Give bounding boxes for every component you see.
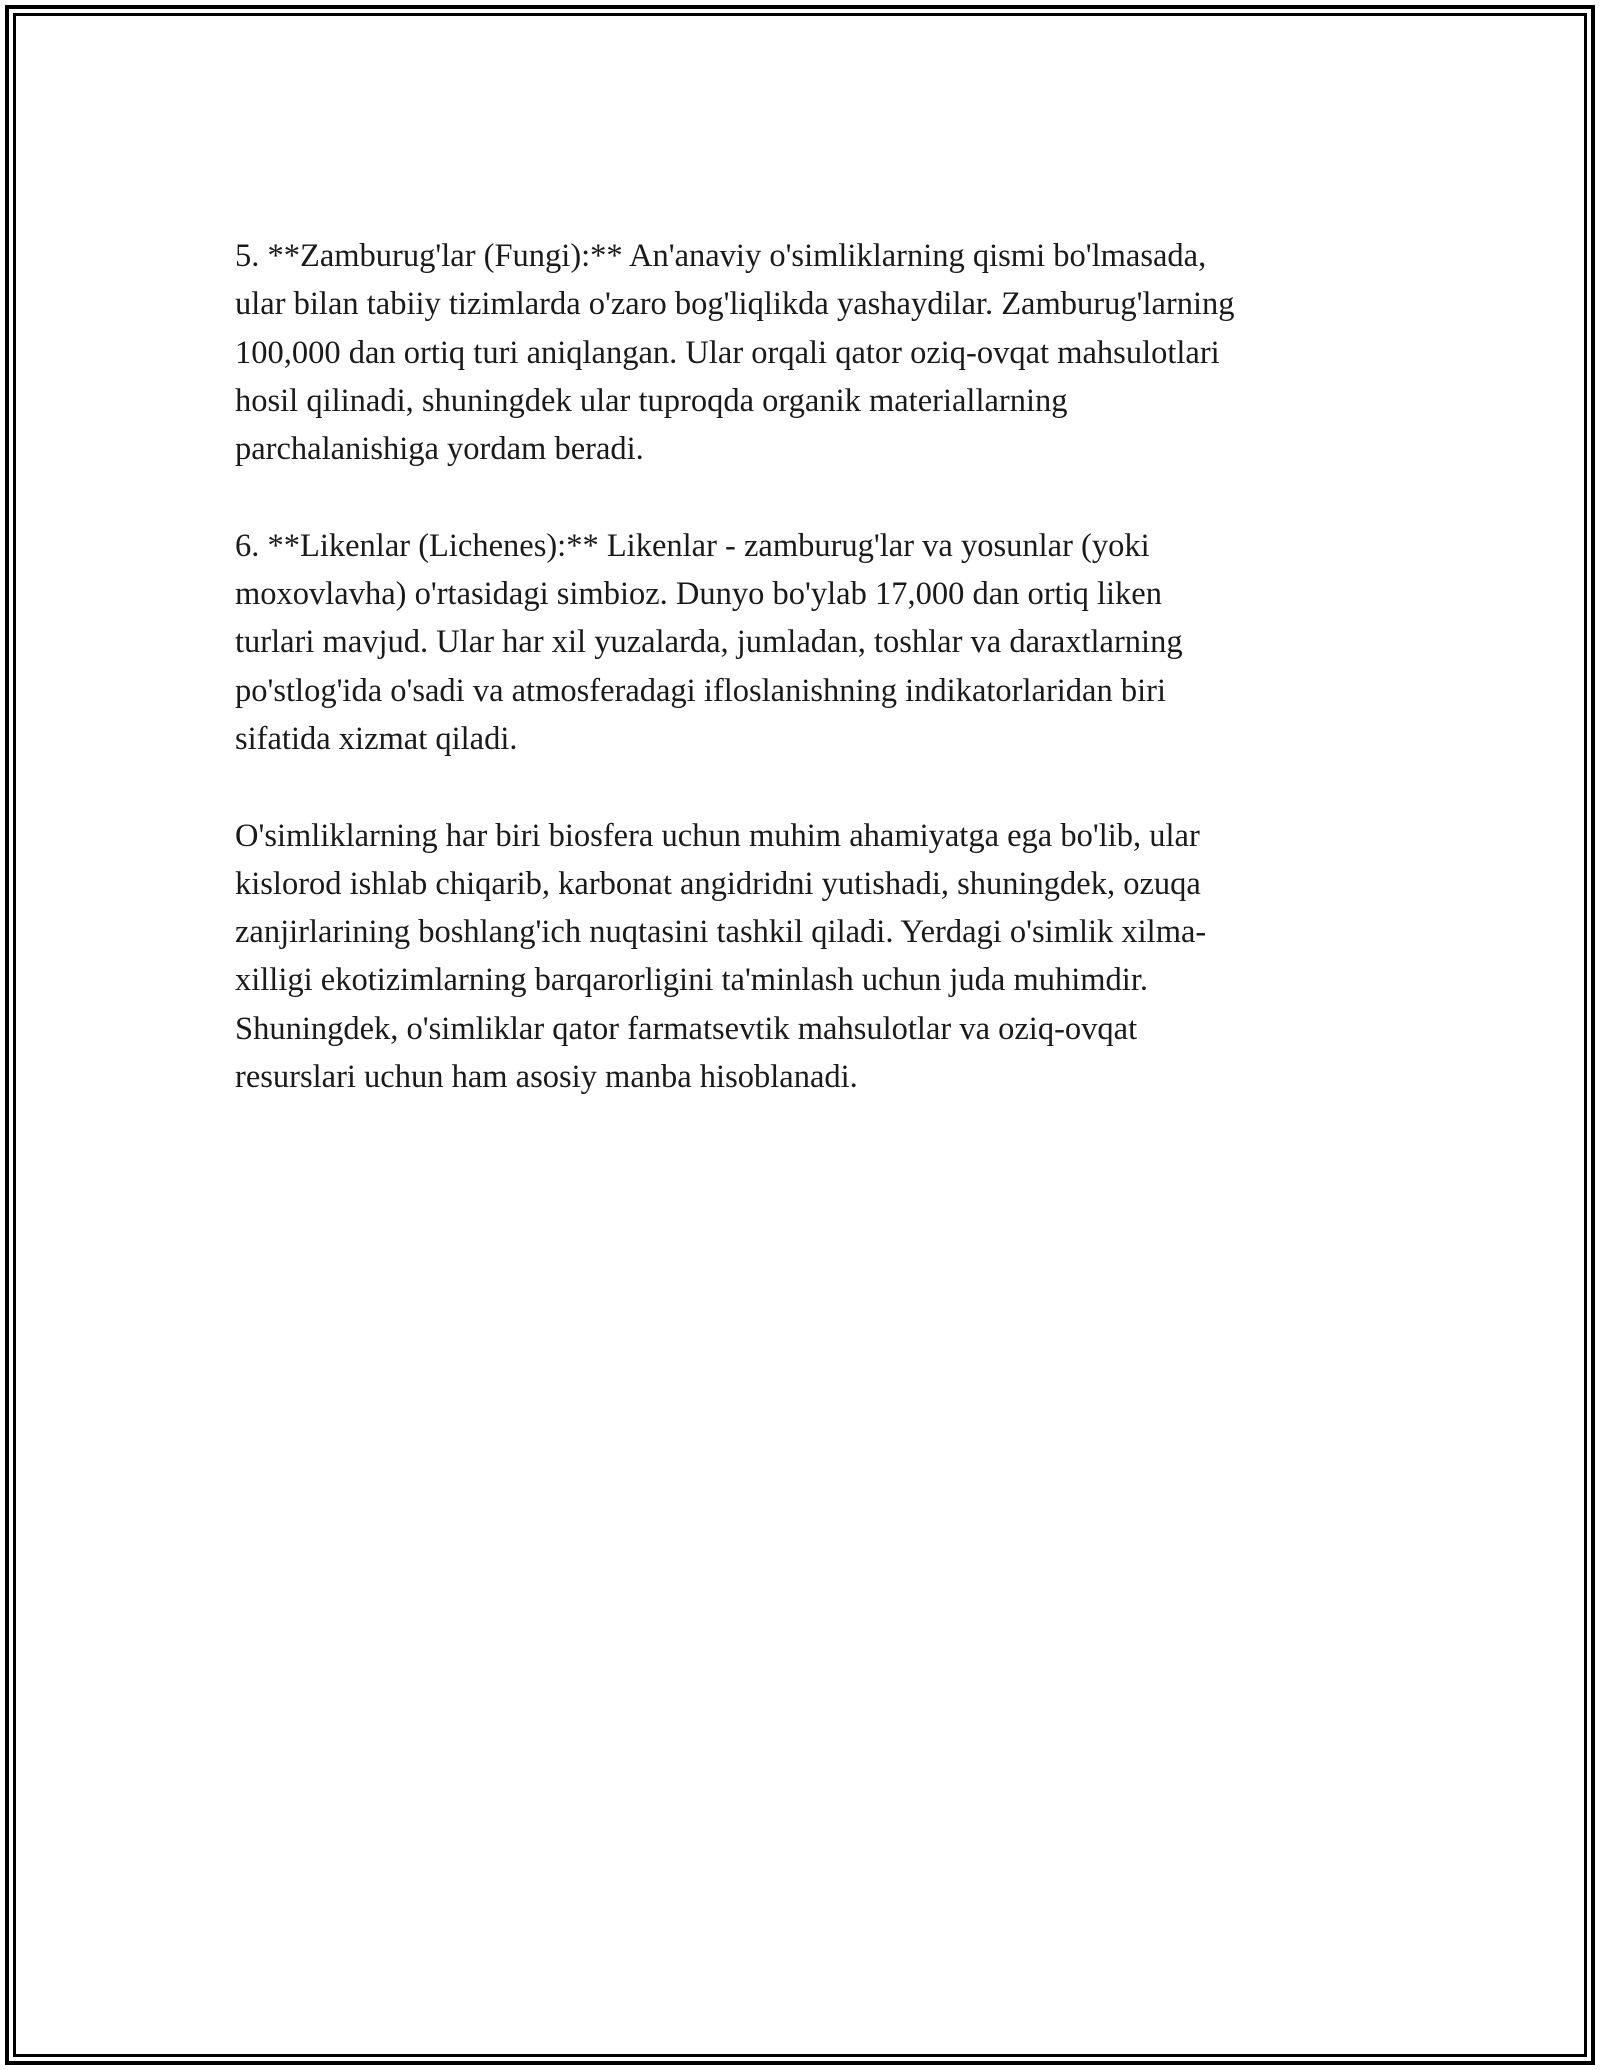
paragraph-summary: O'simliklarning har biri biosfera uchun muhim ahamiyatga ega bo'lib, ular kislorod ishlab chiqarib, karbonat angidridni yutishadi, shuningdek, ozuqa zanjirlarining boshlang'ich nuqtasini tashkil qiladi. Yerdagi o'simlik xilma- xilligi ekotizimlarning barqarorligini ta'minlash uchun juda muhimdir. Shuningdek, o'simliklar qator farmatsevtik mahsulotlar va oziq-ovqat resurslari uchun ham asosiy manba hisoblanadi. xyxy=(235,817,1207,1096)
paragraph-fungi: 5. **Zamburug'lar (Fungi):** An'anaviy o'simliklarning qismi bo'lmasada, ular bilan tabiiy tizimlarda o'zaro bog'liqlikda yashaydilar. Zamburug'larning 100,000 dan ortiq turi aniqlangan. Ular orqali qator oziq-ovqat mahsulotlari hosil qilinadi, shuningdek ular tuproqda organik materiallarning parchalanishiga yordam beradi. xyxy=(235,238,1235,468)
document-body xyxy=(235,232,1375,1150)
paragraph-lichenes: 6. **Likenlar (Lichenes):** Likenlar - zamburug'lar va yosunlar (yoki moxovlavha) o'rtasidagi simbioz. Dunyo bo'ylab 17,000 dan ortiq liken turlari mavjud. Ular har xil yuzalarda, jumladan, toshlar va daraxtlarning po'stlog'ida o'sadi va atmosferadagi ifloslanishning indikatorlaridan biri sifatida xizmat qiladi. xyxy=(235,527,1183,757)
